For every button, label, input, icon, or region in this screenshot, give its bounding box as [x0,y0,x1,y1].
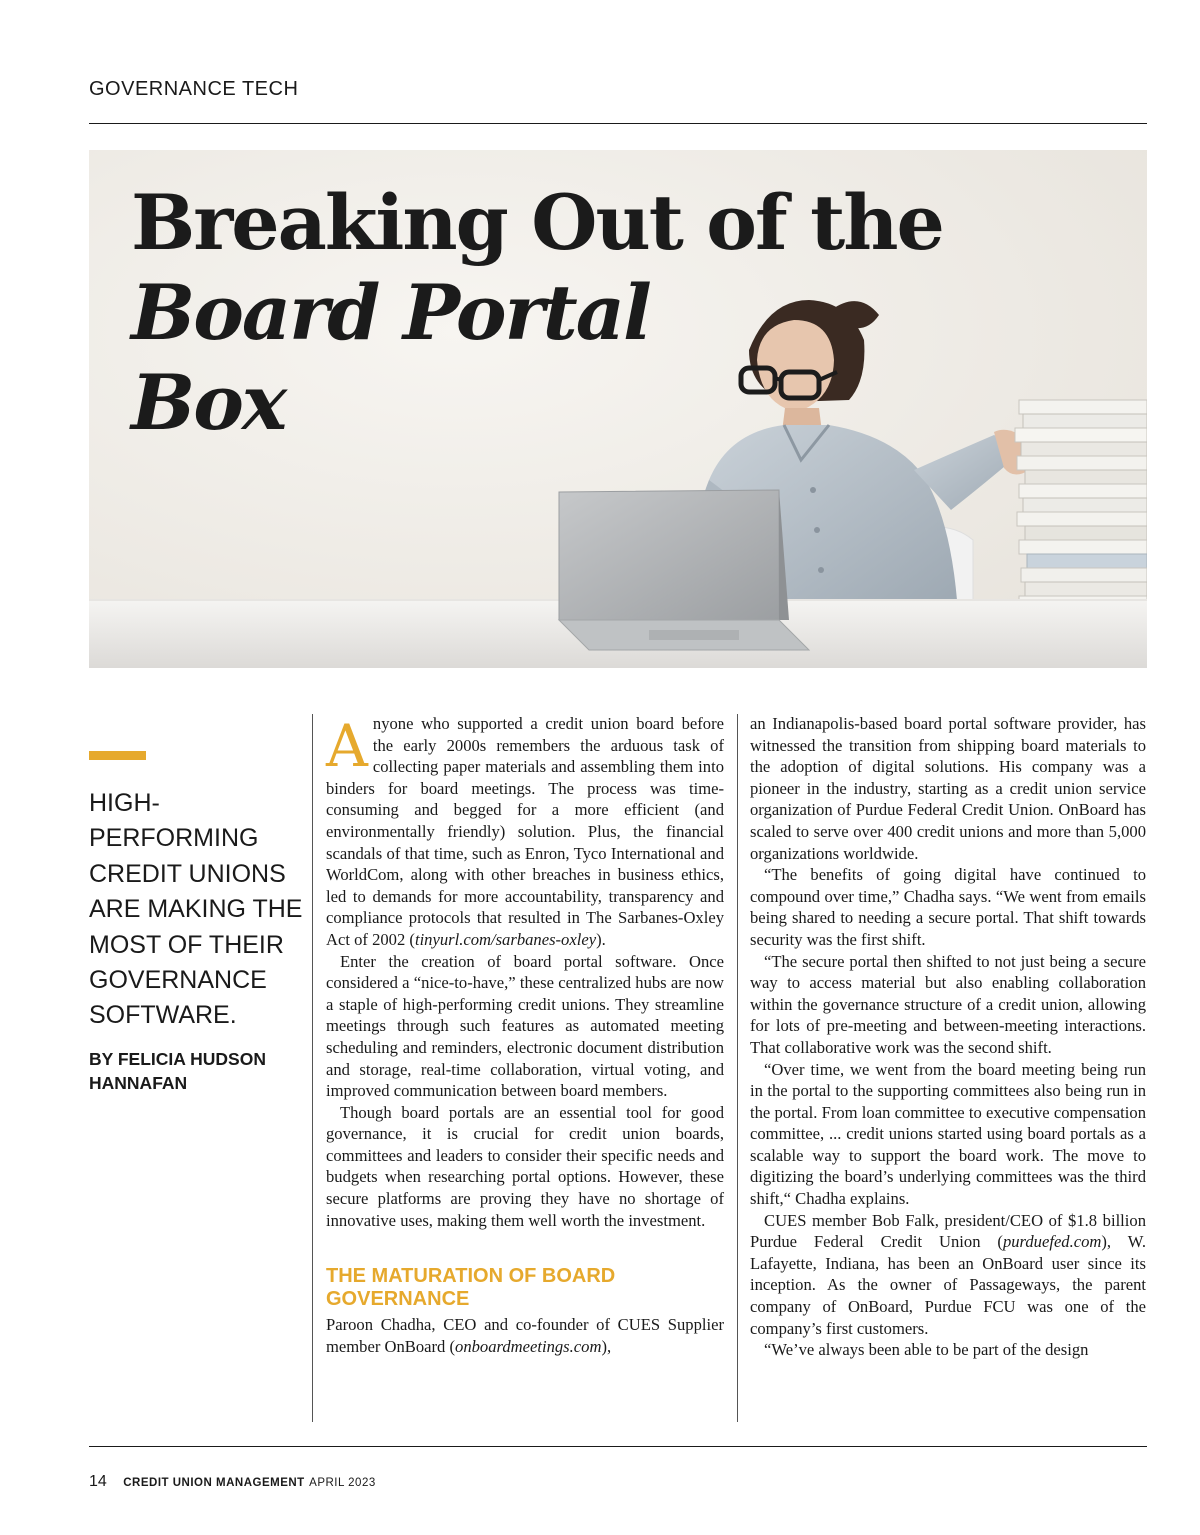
inline-link[interactable]: purduefed.com [1002,1232,1102,1252]
title-line-1: Breaking Out of the [131,178,943,267]
paragraph-text: ). [596,929,606,949]
body-paragraph: “We’ve always been able to be part of the design [764,1340,1089,1360]
inline-link[interactable]: tinyurl.com/sarbanes-oxley [414,929,597,949]
hero-image [89,150,1147,668]
body-paragraph [750,1210,1146,1340]
body-paragraph: “The secure portal then shifted to not just being a secure way to access material but also enabling collaboration within the governance structure of a credit union, allowing for lots of pre-meeting and between-meeting interactions. That collaborative work was the second shift. [750,951,1146,1057]
page-number: 14 [89,1473,107,1490]
header-rule [89,123,1147,124]
article-title [131,178,943,448]
section-label: GOVERNANCE TECH [89,78,299,100]
title-line-3: Box [131,358,286,447]
paragraph-text: Paroon Chadha, CEO and co-founder of CUES Supplier member OnBoard ( [326,1315,724,1356]
paragraph-text: nyone who supported a credit union board before the early 2000s remembers the arduous task of collecting paper materials and assembling them into binders for board meetings. The process was time-consuming and begged for a more efficient (and environmentally friendly) solution. Plus, the financial scandals of that time, such as Enron, Tyco International and WorldCom, along with other breaches in business ethics, led to demands for more accountability, transparency and compliance protocols that resulted in The Sarbanes-Oxley Act of 2002 ( [326,714,724,949]
byline: BY FELICIA HUDSON HANNAFAN [89,1049,266,1093]
body-paragraph: “Over time, we went from the board meeting being run in the portal to the supporting committees also being run in the portal. From loan committee to executive compensation committee, ... credit unions started using board portals as a scalable way to support the board work. The move to digitizing the board’s underlying committees was the third shift,“ Chadha explains. [750,1059,1146,1209]
column-divider [312,714,313,1422]
subheading: THE MATURATION OF BOARD GOVERNANCE [326,1265,616,1311]
body-paragraph [326,1314,724,1357]
page-footer [89,1473,376,1491]
body-column-1 [326,713,724,1357]
body-paragraph: an Indianapolis-based board portal software provider, has witnessed the transition from shipping board materials to the adoption of digital solutions. His company was a pioneer in the industry, starting as a credit union service organization of Purdue Federal Credit Union. OnBoard has scaled to serve over 400 credit unions and more than 5,000 organizations worldwide. [750,714,1146,863]
body-paragraph: Enter the creation of board portal software. Once considered a “nice-to-have,” these centralized hubs are now a staple of high-performing credit unions. They streamline meetings through such features as automated meeting scheduling and reminders, electronic document distribution and storage, real-time collaboration, virtual voting, and improved communication between board members. [326,951,724,1101]
footer-rule [89,1446,1147,1447]
paragraph-text: ), [601,1336,612,1356]
paragraph-text: CUES member Bob Falk, president/CEO of $1.8 billion Purdue Federal Credit Union ( [750,1210,1146,1252]
body-paragraph: “The benefits of going digital have continued to compound over time,” Chadha says. “We went from emails being shared to needing a secure portal. That shift towards security was the first shift. [750,865,1146,949]
publication-name: CREDIT UNION MANAGEMENT [123,1477,305,1489]
paragraph-text: ), W. Lafayette, Indiana, has been an OnBoard user since its inception. As the owner of Passageways, the parent company of OnBoard, Purdue FCU was one of the company’s first customers. [750,1232,1146,1338]
accent-bar [89,751,146,760]
body-paragraph: Though board portals are an essential tool for good governance, it is crucial for credit union boards, committees and leaders to consider their specific needs and budgets when researching portal options. However, these secure platforms are proving they have no shortage of innovative uses, making them well worth the investment. [326,1102,724,1230]
body-column-2 [750,713,1146,1361]
article-deck: HIGH-PERFORMING CREDIT UNIONS ARE MAKING THE MOST OF THEIR GOVERNANCE SOFTWARE. [89,789,303,1030]
drop-cap: A [326,712,368,780]
issue-date: APRIL 2023 [309,1477,376,1489]
body-paragraph [326,713,724,951]
inline-link[interactable]: onboardmeetings.com [455,1336,602,1356]
title-line-2: Board Portal [131,268,650,357]
column-divider [737,714,738,1422]
